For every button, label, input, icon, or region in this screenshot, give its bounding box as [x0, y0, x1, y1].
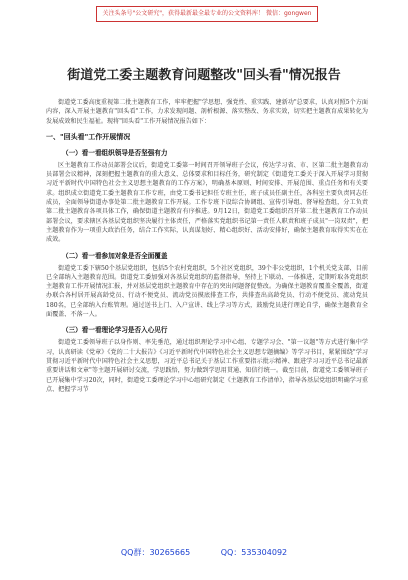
- section-heading-1: 一、"回头看"工作开展情况: [46, 132, 131, 141]
- page-title: 街道党工委主题教育问题整改"回头看"情况报告: [67, 68, 341, 83]
- subsection-paragraph-1: 区主题教育工作动员部署会议后，街道党工委第一时间召开领导班子会议，传达学习省、市、区第二批主题教育动员部署会议精神，深刻把握主题教育的重大意义、总体要求和目标任务，研究制定《街道党工委关于深入开展学习贯彻习近平新时代中国特色社会主义思想主题教育的工作方案》，明确基本原则、时间安排、开展范围、重点任务和有关要求。组织成立街道党工委主题教育工作专班，由党工委书记担任专班主任，班子成员任副主任，各科室主要负责同志任成员，全面领导街道办事处第二批主题教育工作开展。工作专班下设综合协调组、宣传引导组、督导检查组，分工负责第二批主题教育各项具体工作，确保街道主题教育有序推进。9月12日，街道党工委组织召开第二批主题教育工作动员部署会议，要求辖区各基层党组织坚决履行主体责任，严格落实党组织书记第一责任人职责和班子成员"一岗双责"，把主题教育作为一项重大政治任务，结合工作实际，认真谋划好、精心组织好、活动安排好，确保主题教育取得实实在在成效。: [46, 161, 368, 244]
- footer-qq-group: QQ群：30265665: [120, 548, 191, 557]
- footer-contact: [0, 547, 408, 558]
- top-banner: 关注头条号"公文研究"，获得最新最全最专业的公文资料库！ 微信：gongwen: [96, 6, 318, 22]
- document-body: [46, 98, 368, 394]
- footer-qq: QQ：535304092: [220, 548, 288, 557]
- subsection-paragraph-2: 街道党工委下辖50个基层党组织，包括5个农村党组织，5个社区党组织，39个非公党组织，1个机关党支部，目前已全部纳入主题教育范围。街道党工委加强对各基层党组织的监督指导，坚持上下联动、一体推进，定期听取各党组织主题教育工作开展情况汇报，并对基层党组织主题教育中存在的突出问题督促整改。为确保主题教育覆盖全覆盖，街道办联合各村居开展高龄党员、行动不便党员、流动党员摸底排查工作，共排查出高龄党员、行动不便党员、流动党员180名，已全部纳入台账管理。通过送书上门、入户宣讲、线上学习等方式，鼓励党员进行理论自学，确保主题教育全面覆盖、不落一人。: [46, 264, 368, 319]
- intro-paragraph: 街道党工委高度重视第二批主题教育工作，牢牢把握"学思想、强党性、重实践、建新功"总要求，认真对照5个方面内容，深入开展主题教育"回头看"工作，力求发现问题、剖析根源、落实整改、务求实效，切实把主题教育成果转化为发展成效和民生福祉。现将"回头看"工作开展情况报告如下：: [46, 99, 368, 125]
- subsection-heading-3: （三）看一看理论学习是否入心见行: [62, 326, 168, 335]
- subsection-heading-2: （二）看一看参加对象是否全面覆盖: [62, 251, 168, 260]
- subsection-paragraph-3: 街道党工委领导班子以身作则、率先垂范，通过组织理论学习中心组、专题学习会、"第一议题"等方式进行集中学习，认真研读《党章》《党的二十大报告》《习近平新时代中国特色社会主义思想专题摘编》等学习书目，紧紧围绕"学习贯彻习近平新时代中国特色社会主义思想，习近平总书记关于基层工作重要指示批示精神、跟进学习习近平总书记最新重要讲话和文章"等主题开展研讨交流，学思践悟，努力做到学思用贯通、知信行统一。截至目前，街道党工委领导班子已开展集中学习20次，同时，街道党工委理论学习中心组研究制定《主题教育工作清单》，指导各基层党组织明确学习重点、把握学习节: [46, 339, 368, 393]
- subsection-heading-1: （一）看一看组织领导是否坚强有力: [62, 148, 168, 157]
